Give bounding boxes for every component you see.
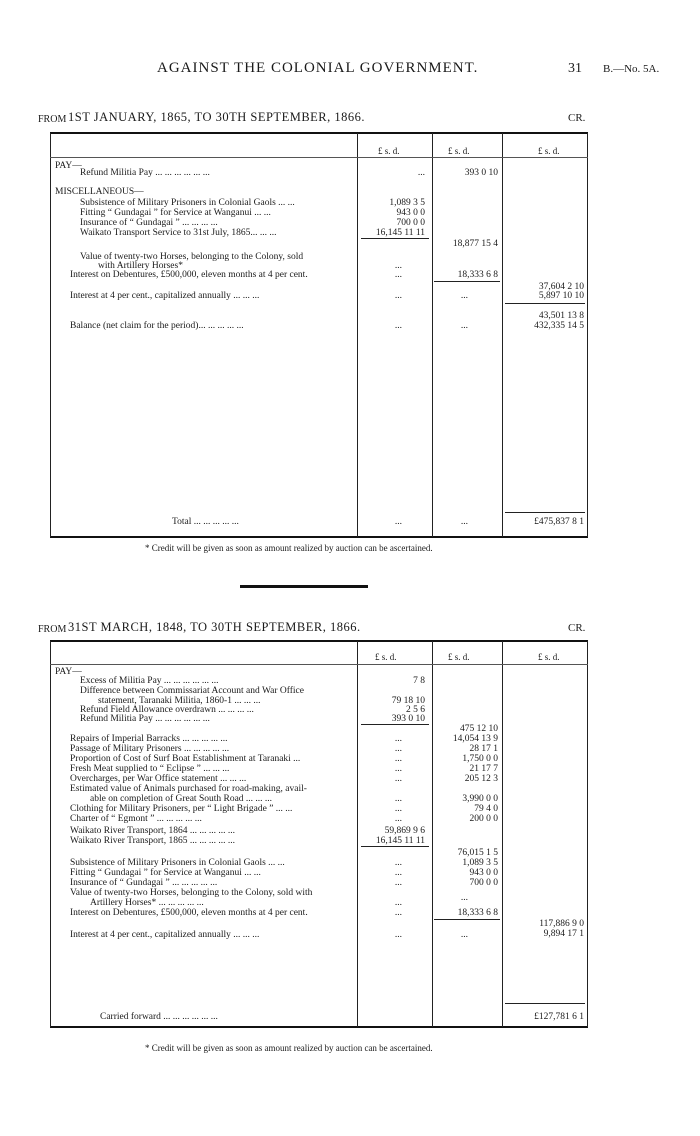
cell-col1: ... [394, 878, 402, 888]
cell-col1: 79 18 10 [391, 696, 425, 706]
section-heading: 1ST JANUARY, 1865, TO 30TH SEPTEMBER, 1866. [68, 110, 366, 124]
cell-col1: ... [394, 774, 402, 784]
cell-col2: 393 0 10 [464, 168, 498, 178]
column-divider [502, 641, 503, 1027]
column-divider [357, 133, 358, 537]
row-label: PAY— [55, 161, 82, 171]
cell-col2: 79 4 0 [474, 804, 498, 814]
cell-col2: 475 12 10 [460, 724, 498, 734]
cell-col3: 43,501 13 8 [538, 311, 584, 321]
cell-col2: ... [460, 930, 468, 940]
row-label: with Artillery Horses* [98, 261, 183, 271]
column-header: £ s. d. [448, 146, 470, 156]
table-right-border [587, 133, 588, 537]
row-label: Value of twenty-two Horses, belonging to the Colony, sold with [70, 888, 313, 898]
row-label: MISCELLANEOUS— [55, 187, 144, 197]
cell-col1: 16,145 11 11 [375, 228, 425, 238]
row-label: Charter of “ Egmont ” ... ... ... ... ... [70, 814, 202, 824]
row-label: Waikato Transport Service to 31st July, 1865... ... ... [80, 228, 277, 238]
total-label: Carried forward ... ... ... ... ... ... [100, 1012, 218, 1022]
subtotal-rule [434, 281, 500, 282]
cell-col1: ... [394, 261, 402, 271]
table-top-border [50, 640, 588, 642]
cell-col1: ... [394, 908, 402, 918]
cell-col1: ... [394, 794, 402, 804]
column-divider [357, 641, 358, 1027]
row-label: Waikato River Transport, 1865 ... ... ... ... ... [70, 836, 235, 846]
total-label: Total ... ... ... ... ... [172, 517, 239, 527]
cell-col1: ... [394, 734, 402, 744]
row-label: Subsistence of Military Prisoners in Colonial Gaols ... ... [80, 198, 295, 208]
cell-col1: ... [394, 868, 402, 878]
subtotal-rule [361, 724, 429, 725]
row-label: Refund Militia Pay ... ... ... ... ... ... [80, 168, 210, 178]
cell-col1: ... [394, 858, 402, 868]
row-label: able on completion of Great South Road ... ... ... [90, 794, 273, 804]
row-label: Interest on Debentures, £500,000, eleven months at 4 per cent. [70, 908, 308, 918]
column-header: £ s. d. [538, 146, 560, 156]
cell-col1: 1,089 3 5 [389, 198, 425, 208]
row-label: Fitting “ Gundagai ” for Service at Wanganui ... ... [80, 208, 271, 218]
cell-col1: 2 5 6 [406, 705, 425, 715]
cell-col1: 943 0 0 [396, 208, 425, 218]
cell-col1: 16,145 11 11 [375, 836, 425, 846]
row-label: Value of twenty-two Horses, belonging to the Colony, sold [80, 252, 304, 262]
row-label: Interest on Debentures, £500,000, eleven months at 4 per cent. [70, 270, 308, 280]
row-label: PAY— [55, 667, 82, 677]
cell-col3: 37,604 2 10 [538, 282, 584, 292]
cell-col2: 18,333 6 8 [457, 270, 498, 280]
cell-col2: 18,877 15 4 [452, 239, 498, 249]
row-label: Subsistence of Military Prisoners in Colonial Gaols ... ... [70, 858, 285, 868]
footnote: * Credit will be given as soon as amount realized by auction can be ascertained. [145, 1043, 433, 1053]
cell-col3: 117,886 9 0 [539, 919, 584, 929]
total-rule [505, 512, 585, 513]
cell-col1: ... [394, 804, 402, 814]
row-label: statement, Taranaki Militia, 1860-1 ... ... ... [98, 696, 261, 706]
cell-col3: 432,335 14 5 [534, 321, 584, 331]
cell-col2: 3,990 0 0 [462, 794, 498, 804]
cell-col2: 205 12 3 [464, 774, 498, 784]
cell-col2: ... [460, 893, 468, 903]
cell-col2: 21 17 7 [469, 764, 498, 774]
cell-col2: 18,333 6 8 [457, 908, 498, 918]
total-rule [505, 1003, 585, 1004]
total-col2: ... [460, 517, 468, 527]
cell-col2: 76,015 1 5 [457, 848, 498, 858]
cell-col2: 200 0 0 [469, 814, 498, 824]
subtotal-rule [361, 238, 429, 239]
table-top-border [50, 132, 588, 134]
section-heading: 31ST MARCH, 1848, TO 30TH SEPTEMBER, 1866. [68, 620, 361, 634]
cell-col3: 5,897 10 10 [538, 291, 584, 301]
footnote: * Credit will be given as soon as amount realized by auction can be ascertained. [145, 543, 433, 553]
cell-col1: ... [394, 291, 402, 301]
cell-col2: 700 0 0 [469, 878, 498, 888]
table-left-border [50, 133, 51, 537]
cell-col1: ... [394, 321, 402, 331]
row-label: Passage of Military Prisoners ... ... ... ... ... [70, 744, 230, 754]
cell-col1: 59,869 9 6 [384, 826, 425, 836]
row-label: Clothing for Military Prisoners, per “ Light Brigade ” ... ... [70, 804, 293, 814]
subtotal-rule [361, 846, 429, 847]
table-bottom-border [50, 1026, 588, 1028]
row-label: Repairs of Imperial Barracks ... ... ... ... ... [70, 734, 228, 744]
cell-col1: ... [394, 270, 402, 280]
subtotal-rule [505, 303, 585, 304]
cell-col2: 943 0 0 [469, 868, 498, 878]
cell-col2: ... [460, 291, 468, 301]
row-label: Insurance of “ Gundagai ” ... ... ... ... ... [70, 878, 218, 888]
running-title: AGAINST THE COLONIAL GOVERNMENT. [157, 60, 479, 76]
cell-col1: ... [394, 754, 402, 764]
cell-col1: ... [394, 898, 402, 908]
row-label: Interest at 4 per cent., capitalized annually ... ... ... [70, 930, 260, 940]
cell-col1: ... [394, 814, 402, 824]
row-label: Balance (net claim for the period)... ... ... ... ... [70, 321, 244, 331]
section-separator [240, 585, 368, 588]
cell-col1: ... [394, 764, 402, 774]
total-col1: ... [394, 517, 402, 527]
row-label: Refund Militia Pay ... ... ... ... ... ... [80, 714, 210, 724]
table-right-border [587, 641, 588, 1027]
section-heading-prefix: FROM [38, 114, 67, 125]
column-divider [432, 133, 433, 537]
cell-col1: ... [394, 744, 402, 754]
total-col3: £127,781 6 1 [534, 1012, 584, 1022]
column-header: £ s. d. [538, 652, 560, 662]
row-label: Waikato River Transport, 1864 ... ... ... ... ... [70, 826, 235, 836]
cell-col3: 9,894 17 1 [543, 929, 584, 939]
row-label: Difference between Commissariat Account and War Office [80, 686, 304, 696]
row-label: Overcharges, per War Office statement ... ... ... [70, 774, 247, 784]
cell-col2: 28 17 1 [469, 744, 498, 754]
header-rule [50, 157, 588, 158]
section-heading-prefix: FROM [38, 624, 67, 635]
cell-col2: ... [460, 321, 468, 331]
row-label: Proportion of Cost of Surf Boat Establishment at Taranaki ... [70, 754, 301, 764]
cell-col2: 1,750 0 0 [462, 754, 498, 764]
cell-col1: 7 8 [413, 676, 425, 686]
column-header: £ s. d. [448, 652, 470, 662]
cell-col1: ... [394, 930, 402, 940]
document-reference: B.—No. 5A. [603, 63, 660, 75]
row-label: Refund Field Allowance overdrawn ... ... ... ... [80, 705, 254, 715]
row-label: Fresh Meat supplied to “ Eclipse ” ... ... ... [70, 764, 230, 774]
credit-label: CR. [568, 622, 586, 634]
column-header: £ s. d. [378, 146, 400, 156]
row-label: Fitting “ Gundagai ” for Service at Wanganui ... ... [70, 868, 261, 878]
row-label: Estimated value of Animals purchased for road-making, avail- [70, 784, 307, 794]
table-left-border [50, 641, 51, 1027]
row-label: Interest at 4 per cent., capitalized annually ... ... ... [70, 291, 260, 301]
cell-col2: 14,054 13 9 [452, 734, 498, 744]
row-label: Excess of Militia Pay ... ... ... ... ... ... [80, 676, 219, 686]
cell-col1: 393 0 10 [391, 714, 425, 724]
column-divider [502, 133, 503, 537]
credit-label: CR. [568, 112, 586, 124]
row-label: Artillery Horses* ... ... ... ... ... [90, 898, 204, 908]
cell-col1: ... [417, 168, 425, 178]
column-divider [432, 641, 433, 1027]
subtotal-rule [434, 919, 500, 920]
row-label: Insurance of “ Gundagai ” ... ... ... ... [80, 218, 218, 228]
cell-col1: 700 0 0 [396, 218, 425, 228]
page-number: 31 [568, 61, 582, 76]
column-header: £ s. d. [375, 652, 397, 662]
header-rule [50, 664, 588, 665]
total-col3: £475,837 8 1 [534, 517, 584, 527]
cell-col2: 1,089 3 5 [462, 858, 498, 868]
table-bottom-border [50, 536, 588, 538]
